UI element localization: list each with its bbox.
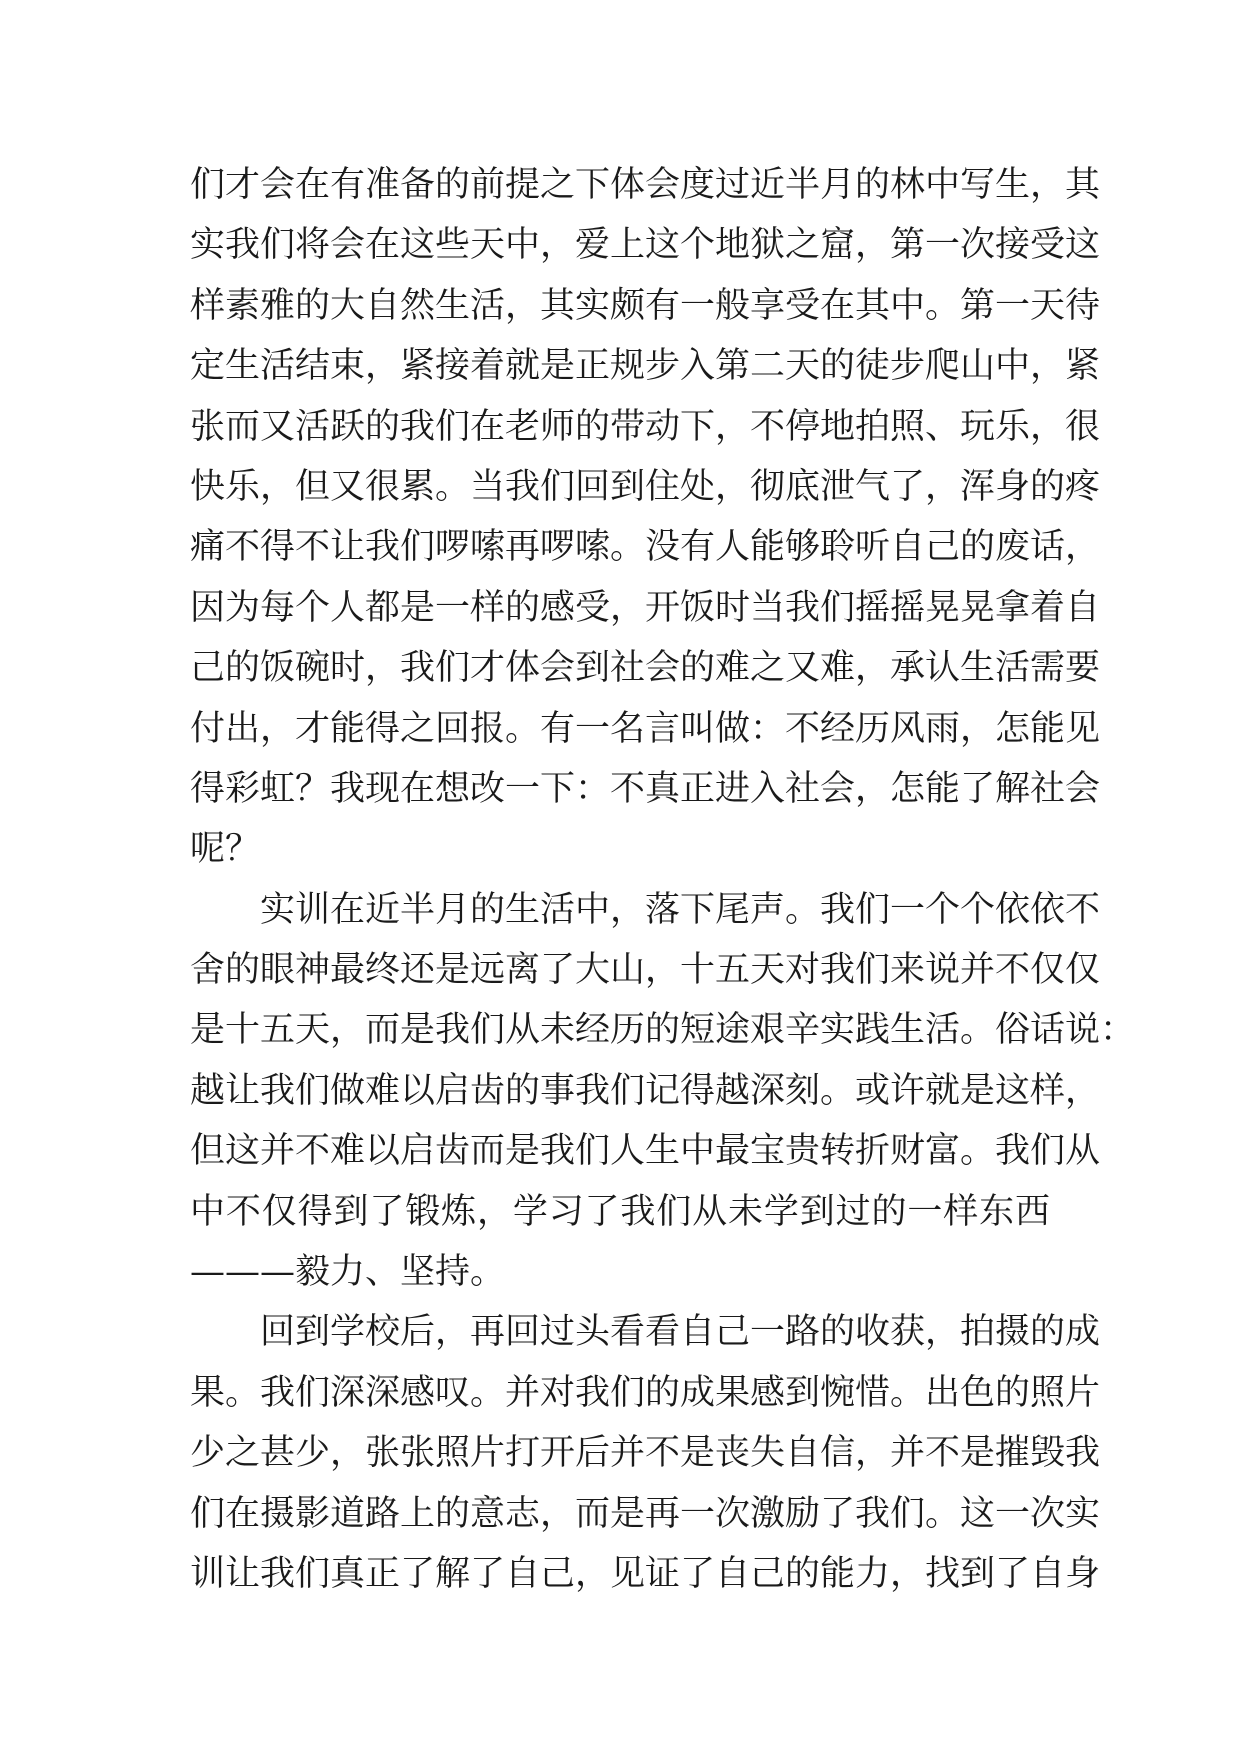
- paragraph-1-line-11: 得彩虹？我现在想改一下：不真正进入社会，怎能了解社会: [190, 768, 1101, 809]
- paragraph-3-line-4: 们在摄影道路上的意志，而是再一次激励了我们。这一次实: [190, 1493, 1101, 1534]
- paragraph-3-line-3: 少之甚少，张张照片打开后并不是丧失自信，并不是摧毁我: [190, 1433, 1101, 1474]
- paragraph-1-line-4: 定生活结束，紧接着就是正规步入第二天的徒步爬山中，紧: [190, 346, 1101, 387]
- paragraph-2-line-2: 舍的眼神最终还是远离了大山，十五天对我们来说并不仅仅: [190, 950, 1101, 991]
- paragraph-1-line-12: 呢？: [190, 829, 261, 870]
- paragraph-1-line-6: 快乐，但又很累。当我们回到住处，彻底泄气了，浑身的疼: [190, 466, 1101, 507]
- paragraph-2-line-3: 是十五天，而是我们从未经历的短途艰辛实践生活。俗话说：: [190, 1010, 1136, 1051]
- paragraph-1-line-10: 付出，才能得之回报。有一名言叫做：不经历风雨，怎能见: [190, 708, 1101, 749]
- paragraph-3-line-5: 训让我们真正了解了自己，见证了自己的能力，找到了自身: [190, 1553, 1101, 1594]
- paragraph-3-line-1: 回到学校后，再回过头看看自己一路的收获，拍摄的成: [260, 1312, 1101, 1353]
- paragraph-2-line-7: ———毅力、坚持。: [190, 1252, 506, 1293]
- paragraph-1-line-8: 因为每个人都是一样的感受，开饭时当我们摇摇晃晃拿着自: [190, 587, 1101, 628]
- paragraph-2-line-4: 越让我们做难以启齿的事我们记得越深刻。或许就是这样，: [190, 1070, 1101, 1111]
- paragraph-2-line-1: 实训在近半月的生活中，落下尾声。我们一个个依依不: [260, 889, 1101, 930]
- paragraph-2-line-6: 中不仅得到了锻炼，学习了我们从未学到过的一样东西: [190, 1191, 1050, 1232]
- paragraph-1-line-9: 己的饭碗时，我们才体会到社会的难之又难，承认生活需要: [190, 648, 1101, 689]
- paragraph-1-line-1: 们才会在有准备的前提之下体会度过近半月的林中写生，其: [190, 165, 1101, 205]
- paragraph-2-line-5: 但这并不难以启齿而是我们人生中最宝贵转折财富。我们从: [190, 1131, 1101, 1172]
- paragraph-1-line-3: 样素雅的大自然生活，其实颇有一般享受在其中。第一天待: [190, 285, 1101, 326]
- paragraph-1-line-5: 张而又活跃的我们在老师的带动下，不停地拍照、玩乐，很: [190, 406, 1101, 447]
- paragraph-1-line-7: 痛不得不让我们啰嗦再啰嗦。没有人能够聆听自己的废话，: [190, 527, 1101, 568]
- document-body: [190, 155, 1136, 1604]
- paragraph-1-line-2: 实我们将会在这些天中，爱上这个地狱之窟，第一次接受这: [190, 225, 1101, 266]
- paragraph-3-line-2: 果。我们深深感叹。并对我们的成果感到惋惜。出色的照片: [190, 1372, 1101, 1413]
